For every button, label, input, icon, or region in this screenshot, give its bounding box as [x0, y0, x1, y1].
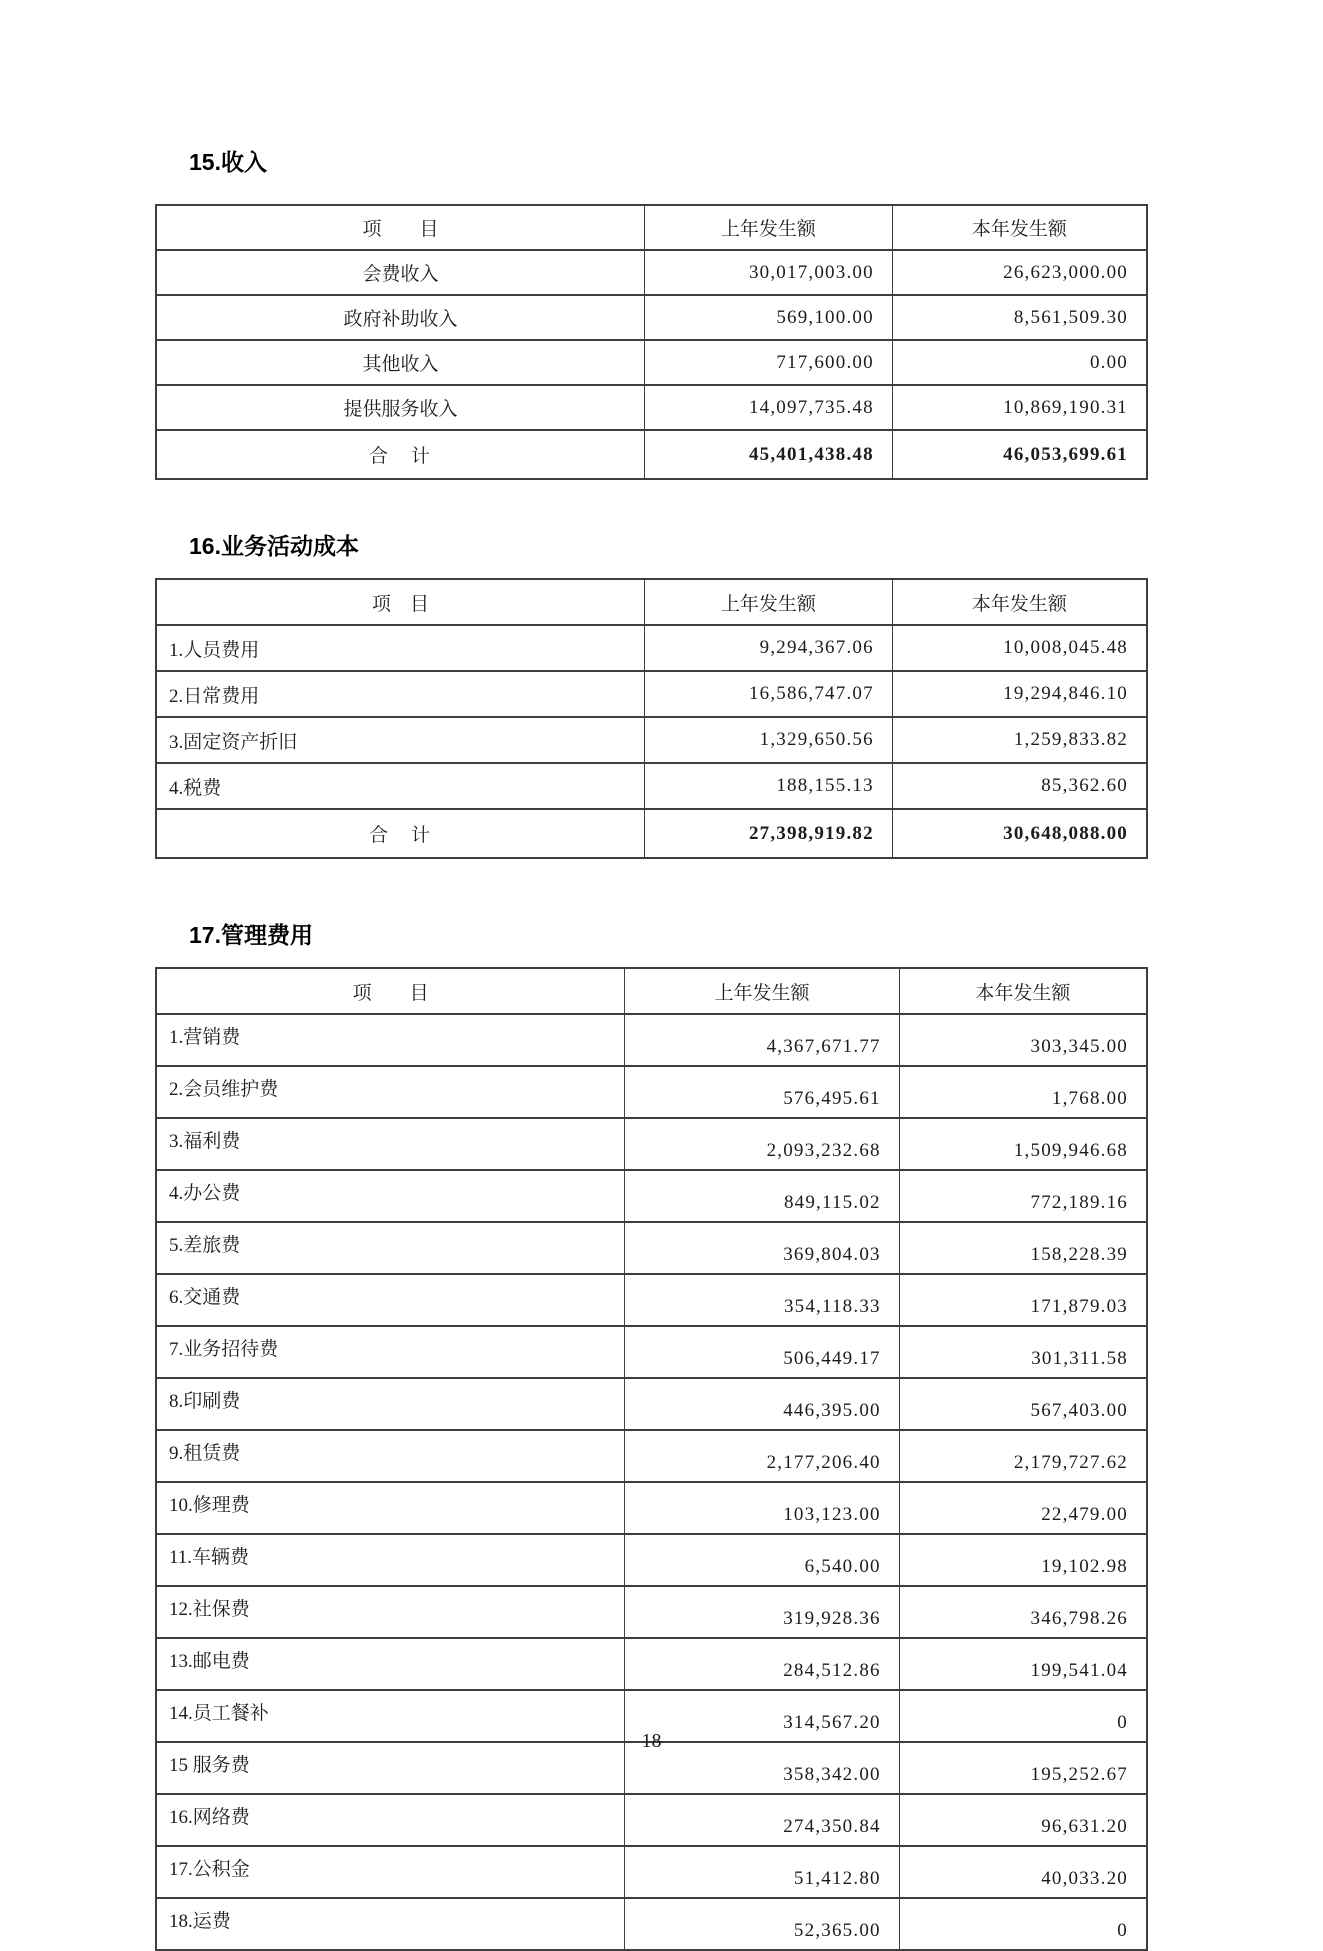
- table-header-row: [156, 205, 1147, 250]
- item-cell: 4.办公费: [156, 1170, 625, 1222]
- prev-amount-cell: 369,804.03: [625, 1222, 900, 1274]
- admin-expense-table: [155, 967, 1148, 1951]
- table-row: [156, 1794, 1147, 1846]
- item-cell: 提供服务收入: [156, 385, 645, 430]
- table-row: [156, 1222, 1147, 1274]
- curr-amount-cell: 26,623,000.00: [892, 250, 1147, 295]
- curr-amount-cell: 567,403.00: [899, 1378, 1147, 1430]
- income-table: [155, 204, 1148, 480]
- column-header-curr-year: 本年发生额: [899, 968, 1147, 1014]
- table-row: [156, 1430, 1147, 1482]
- curr-amount-cell: 1,509,946.68: [899, 1118, 1147, 1170]
- table-row: [156, 763, 1147, 809]
- table-row: [156, 1326, 1147, 1378]
- column-header-curr-year: 本年发生额: [892, 205, 1147, 250]
- prev-amount-cell: 358,342.00: [625, 1742, 900, 1794]
- document-page: [155, 0, 1148, 1951]
- table-row: [156, 1638, 1147, 1690]
- curr-amount-cell: 1,768.00: [899, 1066, 1147, 1118]
- table-row: [156, 1846, 1147, 1898]
- item-cell: 18.运费: [156, 1898, 625, 1950]
- item-cell: 3.固定资产折旧: [156, 717, 645, 763]
- table-row: [156, 1066, 1147, 1118]
- curr-amount-cell: 10,008,045.48: [892, 625, 1147, 671]
- item-cell: 2.日常费用: [156, 671, 645, 717]
- section-title-activity-cost: 16.业务活动成本: [189, 533, 359, 559]
- section-title-admin-expense: 17.管理费用: [189, 922, 313, 948]
- table-row: [156, 1482, 1147, 1534]
- prev-amount-cell: 717,600.00: [645, 340, 893, 385]
- item-cell: 15 服务费: [156, 1742, 625, 1794]
- item-cell: 6.交通费: [156, 1274, 625, 1326]
- column-header-item: 项 目: [156, 968, 625, 1014]
- column-header-item: 项 目: [156, 579, 645, 625]
- item-cell: 11.车辆费: [156, 1534, 625, 1586]
- prev-amount-cell: 2,093,232.68: [625, 1118, 900, 1170]
- curr-amount-cell: 772,189.16: [899, 1170, 1147, 1222]
- curr-amount-cell: 158,228.39: [899, 1222, 1147, 1274]
- prev-amount-cell: 274,350.84: [625, 1794, 900, 1846]
- item-cell: 2.会员维护费: [156, 1066, 625, 1118]
- curr-amount-cell: 346,798.26: [899, 1586, 1147, 1638]
- prev-amount-cell: 569,100.00: [645, 295, 893, 340]
- prev-amount-cell: 506,449.17: [625, 1326, 900, 1378]
- prev-amount-cell: 30,017,003.00: [645, 250, 893, 295]
- table-row: [156, 717, 1147, 763]
- curr-amount-cell: 199,541.04: [899, 1638, 1147, 1690]
- table-row: [156, 671, 1147, 717]
- table-row: [156, 1014, 1147, 1066]
- prev-amount-cell: 103,123.00: [625, 1482, 900, 1534]
- prev-amount-cell: 1,329,650.56: [645, 717, 893, 763]
- table-row: [156, 1118, 1147, 1170]
- item-cell: 会费收入: [156, 250, 645, 295]
- table-row: [156, 1170, 1147, 1222]
- curr-amount-cell: 171,879.03: [899, 1274, 1147, 1326]
- prev-amount-cell: 16,586,747.07: [645, 671, 893, 717]
- item-cell: 8.印刷费: [156, 1378, 625, 1430]
- total-curr-amount-cell: 30,648,088.00: [892, 809, 1147, 858]
- curr-amount-cell: 40,033.20: [899, 1846, 1147, 1898]
- column-header-prev-year: 上年发生额: [645, 579, 893, 625]
- item-cell: 5.差旅费: [156, 1222, 625, 1274]
- item-cell: 1.人员费用: [156, 625, 645, 671]
- curr-amount-cell: 2,179,727.62: [899, 1430, 1147, 1482]
- prev-amount-cell: 9,294,367.06: [645, 625, 893, 671]
- prev-amount-cell: 354,118.33: [625, 1274, 900, 1326]
- table-row: [156, 1534, 1147, 1586]
- prev-amount-cell: 6,540.00: [625, 1534, 900, 1586]
- table-row: [156, 340, 1147, 385]
- column-header-prev-year: 上年发生额: [625, 968, 900, 1014]
- page-number: 18: [641, 1730, 662, 1752]
- curr-amount-cell: 8,561,509.30: [892, 295, 1147, 340]
- curr-amount-cell: 0.00: [892, 340, 1147, 385]
- curr-amount-cell: 85,362.60: [892, 763, 1147, 809]
- total-curr-amount-cell: 46,053,699.61: [892, 430, 1147, 479]
- table-row: [156, 1378, 1147, 1430]
- table-row: [156, 250, 1147, 295]
- column-header-item: 项 目: [156, 205, 645, 250]
- column-header-curr-year: 本年发生额: [892, 579, 1147, 625]
- item-cell: 13.邮电费: [156, 1638, 625, 1690]
- curr-amount-cell: 303,345.00: [899, 1014, 1147, 1066]
- item-cell: 10.修理费: [156, 1482, 625, 1534]
- prev-amount-cell: 314,567.20: [625, 1690, 900, 1742]
- prev-amount-cell: 51,412.80: [625, 1846, 900, 1898]
- table-row: [156, 1898, 1147, 1950]
- item-cell: 3.福利费: [156, 1118, 625, 1170]
- table-row: [156, 1274, 1147, 1326]
- item-cell: 17.公积金: [156, 1846, 625, 1898]
- table-header-row: [156, 968, 1147, 1014]
- total-label-cell: 合 计: [156, 430, 645, 479]
- prev-amount-cell: 446,395.00: [625, 1378, 900, 1430]
- item-cell: 7.业务招待费: [156, 1326, 625, 1378]
- prev-amount-cell: 2,177,206.40: [625, 1430, 900, 1482]
- activity-cost-table: [155, 578, 1148, 859]
- prev-amount-cell: 284,512.86: [625, 1638, 900, 1690]
- curr-amount-cell: 301,311.58: [899, 1326, 1147, 1378]
- curr-amount-cell: 1,259,833.82: [892, 717, 1147, 763]
- prev-amount-cell: 4,367,671.77: [625, 1014, 900, 1066]
- curr-amount-cell: 22,479.00: [899, 1482, 1147, 1534]
- total-label-cell: 合 计: [156, 809, 645, 858]
- item-cell: 16.网络费: [156, 1794, 625, 1846]
- prev-amount-cell: 52,365.00: [625, 1898, 900, 1950]
- table-row: [156, 1586, 1147, 1638]
- curr-amount-cell: 19,102.98: [899, 1534, 1147, 1586]
- section-title-income: 15.收入: [189, 149, 267, 175]
- curr-amount-cell: 96,631.20: [899, 1794, 1147, 1846]
- table-header-row: [156, 579, 1147, 625]
- item-cell: 政府补助收入: [156, 295, 645, 340]
- table-total-row: [156, 430, 1147, 479]
- prev-amount-cell: 188,155.13: [645, 763, 893, 809]
- prev-amount-cell: 14,097,735.48: [645, 385, 893, 430]
- item-cell: 1.营销费: [156, 1014, 625, 1066]
- prev-amount-cell: 319,928.36: [625, 1586, 900, 1638]
- table-row: [156, 625, 1147, 671]
- item-cell: 4.税费: [156, 763, 645, 809]
- table-row: [156, 295, 1147, 340]
- curr-amount-cell: 10,869,190.31: [892, 385, 1147, 430]
- table-total-row: [156, 809, 1147, 858]
- curr-amount-cell: 0: [899, 1690, 1147, 1742]
- item-cell: 14.员工餐补: [156, 1690, 625, 1742]
- curr-amount-cell: 195,252.67: [899, 1742, 1147, 1794]
- column-header-prev-year: 上年发生额: [645, 205, 893, 250]
- total-prev-amount-cell: 27,398,919.82: [645, 809, 893, 858]
- curr-amount-cell: 0: [899, 1898, 1147, 1950]
- table-row: [156, 385, 1147, 430]
- item-cell: 9.租赁费: [156, 1430, 625, 1482]
- item-cell: 12.社保费: [156, 1586, 625, 1638]
- total-prev-amount-cell: 45,401,438.48: [645, 430, 893, 479]
- prev-amount-cell: 849,115.02: [625, 1170, 900, 1222]
- item-cell: 其他收入: [156, 340, 645, 385]
- prev-amount-cell: 576,495.61: [625, 1066, 900, 1118]
- curr-amount-cell: 19,294,846.10: [892, 671, 1147, 717]
